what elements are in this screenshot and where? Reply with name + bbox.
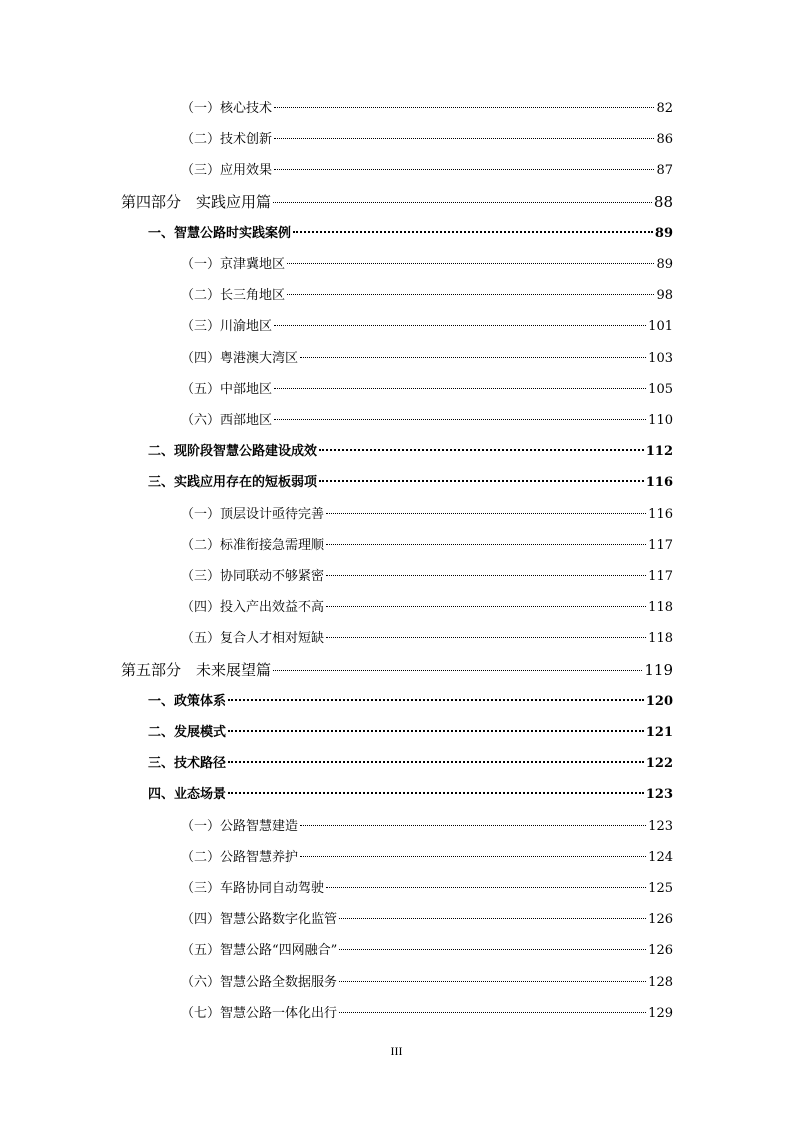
toc-entry bbox=[148, 783, 673, 805]
toc-entry-title: （三）川渝地区 bbox=[181, 319, 273, 335]
dot-leader bbox=[228, 792, 644, 794]
toc-entry bbox=[181, 971, 673, 993]
toc-entry-page: 118 bbox=[648, 600, 673, 616]
toc-entry-title: （四）智慧公路数字化监管 bbox=[181, 912, 338, 928]
toc-entry-page: 87 bbox=[656, 163, 673, 179]
toc-entry-page: 101 bbox=[648, 319, 673, 335]
toc-entry-page: 123 bbox=[645, 787, 673, 803]
toc-entry bbox=[181, 128, 673, 150]
toc-entry bbox=[181, 503, 673, 525]
toc-entry-page: 116 bbox=[648, 506, 673, 522]
toc-entry-page: 120 bbox=[645, 693, 673, 709]
dot-leader bbox=[273, 202, 652, 203]
toc-entry-page: 116 bbox=[645, 475, 673, 491]
toc-entry-title: （五）中部地区 bbox=[181, 381, 273, 397]
toc-entry bbox=[181, 846, 673, 868]
toc-entry bbox=[181, 877, 673, 899]
toc-entry-title: 三、实践应用存在的短板弱项 bbox=[148, 475, 318, 491]
toc-entry bbox=[181, 97, 673, 119]
toc-entry-page: 126 bbox=[648, 943, 673, 959]
toc-entry bbox=[181, 565, 673, 587]
toc-entry bbox=[181, 627, 673, 649]
toc-entry-title: （五）复合人才相对短缺 bbox=[181, 631, 325, 647]
toc-entry bbox=[121, 659, 673, 681]
toc-entry-title: （四）粤港澳大湾区 bbox=[181, 350, 299, 366]
toc-entry-page: 89 bbox=[654, 225, 673, 241]
dot-leader bbox=[339, 918, 646, 919]
toc-entry-page: 86 bbox=[656, 132, 673, 148]
toc-entry-page: 103 bbox=[648, 350, 673, 366]
dot-leader bbox=[274, 169, 654, 170]
dot-leader bbox=[339, 1012, 646, 1013]
toc-entry bbox=[181, 534, 673, 556]
toc-entry-page: 117 bbox=[648, 537, 673, 553]
dot-leader bbox=[319, 449, 644, 451]
dot-leader bbox=[228, 699, 644, 701]
toc-entry-title: （二）技术创新 bbox=[181, 132, 273, 148]
toc-entry bbox=[181, 284, 673, 306]
dot-leader bbox=[339, 949, 646, 950]
toc-entry-page: 118 bbox=[648, 631, 673, 647]
dot-leader bbox=[326, 513, 646, 514]
dot-leader bbox=[300, 856, 646, 857]
dot-leader bbox=[319, 480, 644, 482]
toc-entry-title: 一、政策体系 bbox=[148, 693, 227, 709]
toc-entry-title: 二、现阶段智慧公路建设成效 bbox=[148, 444, 318, 460]
toc-entry bbox=[148, 222, 673, 244]
toc-entry-title: 第五部分 未来展望篇 bbox=[121, 660, 272, 679]
toc-entry bbox=[148, 471, 673, 493]
dot-leader bbox=[300, 825, 646, 826]
toc-entry-page: 129 bbox=[648, 1005, 673, 1021]
toc-entry bbox=[121, 191, 673, 213]
toc-entry-title: （一）京津冀地区 bbox=[181, 257, 286, 272]
toc-entry-page: 122 bbox=[645, 756, 673, 772]
toc-entry bbox=[181, 159, 673, 181]
dot-leader bbox=[326, 575, 646, 576]
toc-entry-page: 125 bbox=[648, 881, 673, 896]
toc-entry-page: 117 bbox=[648, 569, 673, 584]
dot-leader bbox=[326, 887, 646, 888]
toc-entry-title: （三）车路协同自动驾驶 bbox=[181, 881, 325, 896]
dot-leader bbox=[274, 388, 646, 389]
toc-entry bbox=[181, 939, 673, 961]
dot-leader bbox=[339, 981, 646, 982]
toc-entry-title: （三）应用效果 bbox=[181, 163, 273, 179]
toc-entry-title: （二）标准衔接急需理顺 bbox=[181, 537, 325, 553]
toc-entry-title: （一）核心技术 bbox=[181, 101, 273, 116]
toc-entry-title: （二）公路智慧养护 bbox=[181, 849, 299, 865]
dot-leader bbox=[300, 357, 646, 358]
toc-entry bbox=[181, 409, 673, 431]
toc-entry bbox=[181, 815, 673, 837]
toc-entry-page: 98 bbox=[656, 288, 673, 304]
dot-leader bbox=[293, 231, 653, 233]
dot-leader bbox=[274, 107, 654, 108]
toc-entry-page: 121 bbox=[645, 725, 673, 740]
dot-leader bbox=[273, 670, 642, 671]
dot-leader bbox=[274, 138, 654, 139]
toc-entry-page: 124 bbox=[648, 849, 673, 865]
toc-entry-title: （一）公路智慧建造 bbox=[181, 818, 299, 834]
toc-entry-page: 110 bbox=[648, 413, 673, 428]
dot-leader bbox=[274, 325, 646, 326]
dot-leader bbox=[287, 294, 654, 295]
toc-entry-title: （六）西部地区 bbox=[181, 413, 273, 428]
toc-entry-title: 二、发展模式 bbox=[148, 725, 227, 740]
toc-entry bbox=[181, 1002, 673, 1024]
toc-entry bbox=[181, 908, 673, 930]
page-number: III bbox=[390, 1044, 403, 1058]
toc-entry-page: 88 bbox=[653, 192, 673, 211]
dot-leader bbox=[326, 637, 646, 638]
toc-entry-title: （一）顶层设计亟待完善 bbox=[181, 506, 325, 522]
toc-entry bbox=[148, 690, 673, 712]
toc-entry bbox=[181, 378, 673, 400]
dot-leader bbox=[287, 263, 654, 264]
toc-entry bbox=[181, 596, 673, 618]
toc-entry-title: （七）智慧公路一体化出行 bbox=[181, 1005, 338, 1021]
toc-entry-page: 89 bbox=[656, 257, 673, 272]
dot-leader bbox=[326, 606, 646, 607]
toc-entry-page: 105 bbox=[648, 381, 673, 397]
toc-entry bbox=[181, 253, 673, 275]
toc-entry-page: 119 bbox=[644, 660, 673, 679]
toc-entry-title: 一、智慧公路时实践案例 bbox=[148, 225, 292, 241]
toc-entry-title: 四、业态场景 bbox=[148, 787, 227, 803]
toc-entry-page: 112 bbox=[645, 444, 673, 460]
toc-entry-title: （二）长三角地区 bbox=[181, 288, 286, 304]
toc-entry-title: 第四部分 实践应用篇 bbox=[121, 192, 272, 211]
dot-leader bbox=[274, 419, 646, 420]
toc-entry-title: （五）智慧公路“四网融合” bbox=[181, 943, 338, 959]
dot-leader bbox=[326, 544, 646, 545]
toc-entry bbox=[181, 347, 673, 369]
toc-entry-title: （四）投入产出效益不高 bbox=[181, 600, 325, 616]
toc-entry-title: 三、技术路径 bbox=[148, 756, 227, 772]
toc-entry-page: 126 bbox=[648, 912, 673, 928]
toc-entry-page: 82 bbox=[656, 101, 673, 116]
toc-entry-title: （六）智慧公路全数据服务 bbox=[181, 974, 338, 990]
toc-entry bbox=[148, 721, 673, 743]
toc-entry bbox=[181, 315, 673, 337]
toc-entry bbox=[148, 752, 673, 774]
toc-entry-title: （三）协同联动不够紧密 bbox=[181, 569, 325, 584]
toc-entry bbox=[148, 440, 673, 462]
dot-leader bbox=[228, 761, 644, 763]
toc-entry-page: 123 bbox=[648, 818, 673, 834]
toc-entry-page: 128 bbox=[648, 974, 673, 990]
dot-leader bbox=[228, 730, 644, 732]
